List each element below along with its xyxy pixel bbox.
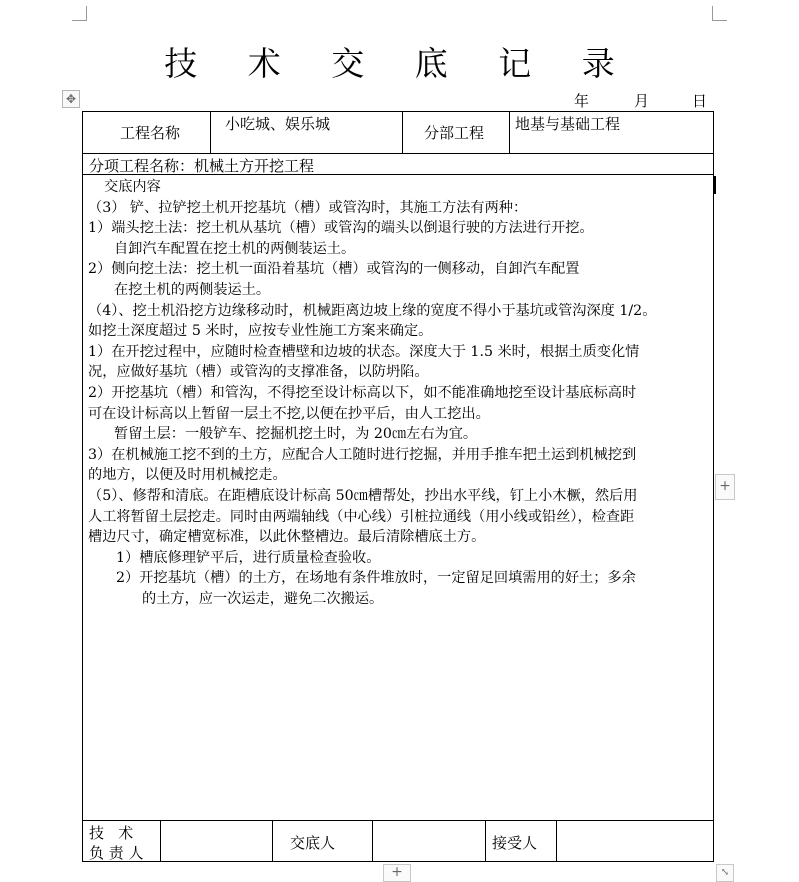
- move-icon: ✥: [65, 92, 77, 106]
- content-line: （4）、挖土机沿挖方边缘移动时，机械距离边坡上缘的宽度不得小于基坑或管沟深度 1/2。: [88, 302, 657, 319]
- content-line: 况，应做好基坑（槽）或管沟的支撑准备，以防坍陷。: [88, 364, 429, 381]
- content-line: 1）端头挖土法：挖土机从基坑（槽）或管沟的端头以倒退行驶的方法进行开挖。: [88, 220, 594, 237]
- content-line: （3） 铲、拉铲挖土机开挖基坑（槽）或管沟时，其施工方法有两种：: [88, 199, 528, 216]
- content-line: 暂留土层：一般铲车、挖掘机挖土时，为 20㎝左右为宜。: [114, 426, 478, 443]
- content-line: 如挖土深度超过 5 米时，应按专业性施工方案来确定。: [88, 323, 433, 340]
- content-heading: 交底内容: [104, 179, 161, 195]
- tech-lead-label-line1: 技 术: [89, 824, 134, 842]
- add-row-button[interactable]: [383, 864, 411, 882]
- content-line: （5）、修帮和清底。在距槽底设计标高 50㎝槽帮处，抄出水平线，钉上小木橛，然后用: [88, 487, 638, 504]
- date-day: 日: [692, 92, 708, 110]
- plus-icon: +: [391, 864, 403, 880]
- subitem-project-name[interactable]: 分项工程名称：机械土方开挖工程: [89, 157, 315, 175]
- content-line: 2）开挖基坑（槽）和管沟，不得挖至设计标高以下，如不能准确地挖至设计基底标高时: [88, 384, 637, 401]
- content-line: 槽边尺寸，确定槽宽标准，以此休整槽边。最后清除槽底土方。: [88, 529, 486, 546]
- table-resize-handle[interactable]: [716, 864, 734, 882]
- division-label: 分部工程: [424, 124, 485, 142]
- handover-content[interactable]: [88, 177, 712, 609]
- handover-person-label: 交底人: [290, 834, 336, 852]
- resize-icon: ⤡: [720, 867, 730, 878]
- receiver-label: 接受人: [492, 834, 538, 852]
- content-line: 自卸汽车配置在挖土机的两侧装运土。: [114, 240, 356, 257]
- project-name-label: 工程名称: [120, 124, 181, 142]
- content-line: 3）在机械施工挖不到的土方，应配合人工随时进行挖掘，并用手推车把土运到机械挖到: [88, 446, 637, 463]
- content-line: 在挖土机的两侧装运土。: [114, 281, 271, 298]
- date-month: 月: [634, 92, 650, 110]
- content-line: 的地方，以便及时用机械挖走。: [88, 467, 287, 484]
- table-move-handle[interactable]: [62, 90, 80, 108]
- tech-lead-label-line2: 负 责 人: [89, 844, 144, 862]
- division-value[interactable]: 地基与基础工程: [515, 115, 621, 133]
- add-column-button[interactable]: [715, 474, 735, 500]
- content-line: 1）在开挖过程中，应随时检查槽壁和边坡的状态。深度大于 1.5 米时，根据土质变化情: [88, 343, 640, 360]
- date-year: 年: [574, 92, 590, 110]
- document-title: 技 术 交 底 记 录: [164, 44, 635, 83]
- content-line: 人工将暂留土层挖走。同时由两端轴线（中心线）引桩拉通线（用小线或铅丝），检查距: [88, 508, 635, 525]
- content-line: 可在设计标高以上暂留一层土不挖,以便在抄平后，由人工挖出。: [88, 405, 490, 422]
- content-line: 2）开挖基坑（槽）的土方，在场地有条件堆放时，一定留足回填需用的好土；多余: [116, 570, 636, 587]
- content-line: 2）侧向挖土法：挖土机一面沿着基坑（槽）或管沟的一侧移动，自卸汽车配置: [88, 261, 580, 278]
- text-cursor: [714, 176, 716, 194]
- page-corner-top-left: [72, 6, 87, 21]
- plus-icon: +: [719, 478, 731, 494]
- project-name-value[interactable]: 小吃城、娱乐城: [225, 115, 331, 133]
- page-corner-top-right: [712, 6, 727, 21]
- content-line: 的土方，应一次运走，避免二次搬运。: [142, 590, 384, 607]
- content-line: 1）槽底修理铲平后，进行质量检查验收。: [116, 549, 381, 566]
